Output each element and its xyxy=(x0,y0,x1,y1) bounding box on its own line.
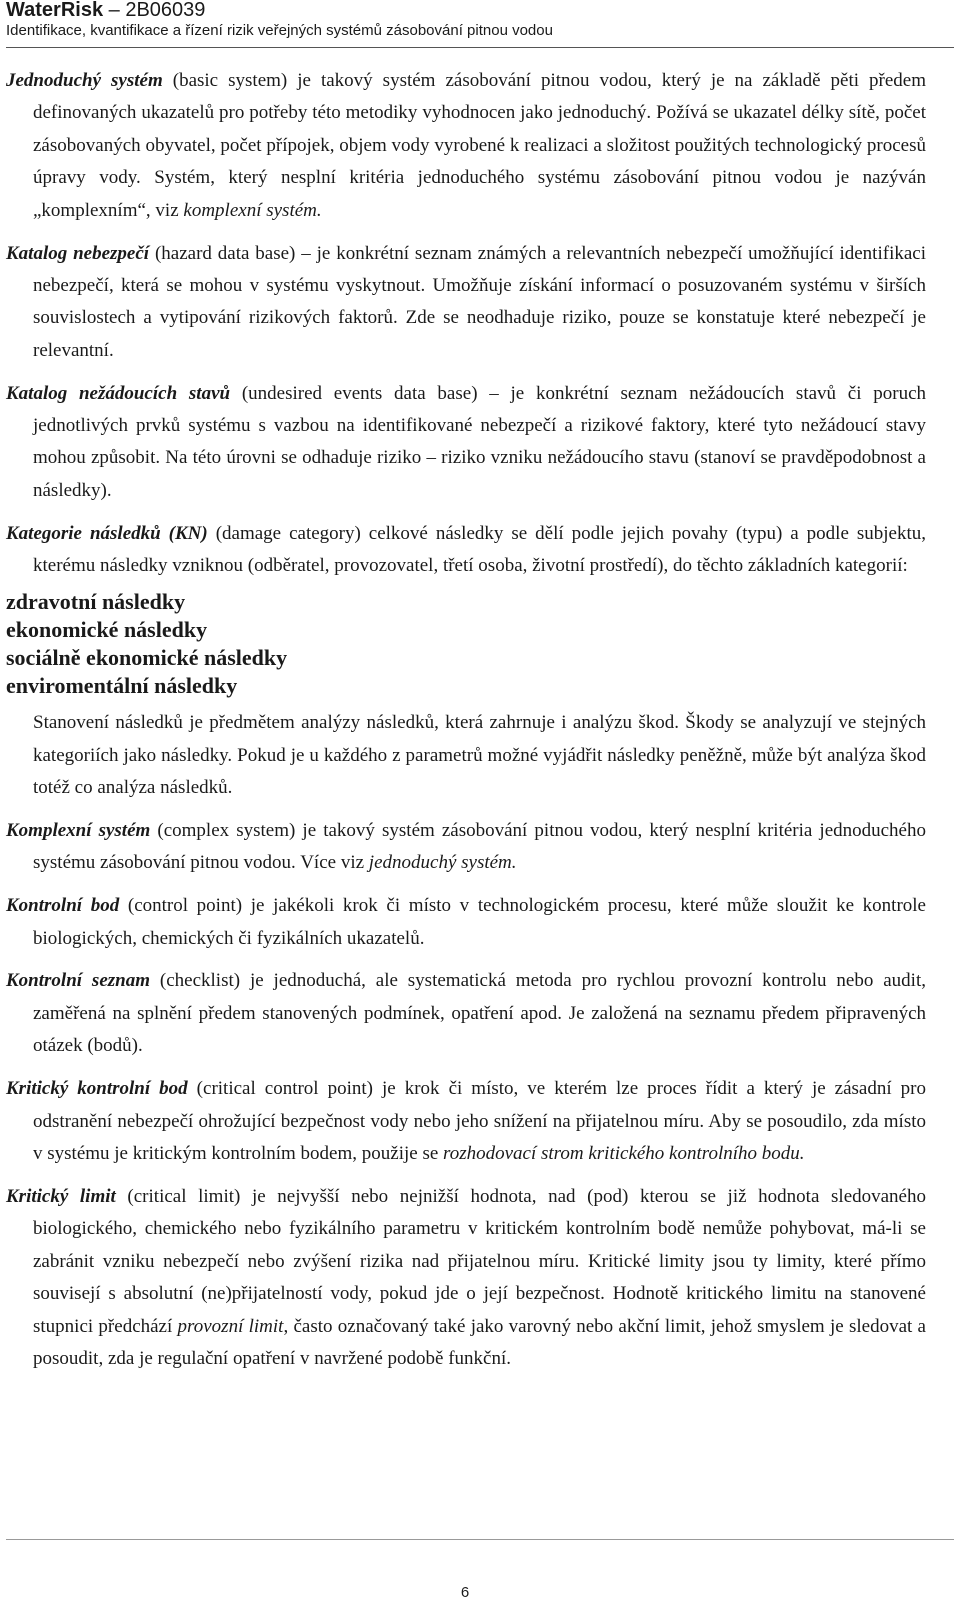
entry-kontrolni-seznam xyxy=(6,965,926,1062)
category-item: ekonomické následky xyxy=(6,617,208,643)
footer-divider xyxy=(6,1539,954,1540)
entry-katalog-nezadoucich-stavu xyxy=(6,378,926,508)
cross-reference: provozní limit xyxy=(177,1315,284,1337)
entry-jednoduchy-system xyxy=(6,65,926,227)
entry-katalog-nebezpeci xyxy=(6,238,926,368)
project-code: – 2B06039 xyxy=(103,0,206,21)
term: Kritický limit xyxy=(6,1185,116,1207)
document-subtitle: Identifikace, kvantifikace a řízení rizik veřejných systémů zásobování pitnou vodou xyxy=(6,22,553,39)
term: Kontrolní seznam xyxy=(6,970,150,992)
entry-kontrolni-bod xyxy=(6,890,926,955)
page-number: 6 xyxy=(460,1584,470,1601)
header-divider xyxy=(6,47,954,48)
consequence-analysis-note: Stanovení následků je předmětem analýzy následků, která zahrnuje i analýzu škod. Škody se analyzují ve stejných kategoriích jako následky. Pokud je u každého z parametrů možné vyjádřit následky peněžně, může být analýza škod totéž co analýza následků. xyxy=(33,712,926,798)
cross-reference: rozhodovací strom kritického kontrolního bodu. xyxy=(443,1142,805,1164)
entry-kriticky-limit xyxy=(6,1181,926,1375)
consequence-categories-list xyxy=(6,588,926,700)
cross-reference: jednoduchý systém. xyxy=(368,852,517,874)
page-header xyxy=(6,0,954,40)
document-title xyxy=(6,0,954,22)
definition: (damage category) celkové následky se dělí podle jejich povahy (typu) a podle subjektu, kterému následky vzniknou (odběratel, provozovatel, třetí osoba, životní prostředí), do těchto základních kategorií: xyxy=(33,522,927,577)
term: Jednoduchý systém xyxy=(6,70,163,91)
definition: (critical limit) je nejvyšší nebo nejnižší hodnota, nad (pod) kterou se již hodnota sledovaného biologického, chemického nebo fyzikálního parametru v kritickém kontrolním bodě nemůže pohybovat, má-li se zabránit vzniku nebezpečí nebo zvýšení rizika nad přijatelnou míru. Kritické limity jsou ty limity, které přímo souvisejí s absolutní (ne)přijatelností vody, pokud jde o její bezpečnost. Hodnotě kritického limitu na stanovené stupnici předchází xyxy=(33,1185,926,1337)
definition: (undesired events data base) – je konkrétní seznam nežádoucích stavů či poruch jednotlivých prvků systému s vazbou na identifikované nebezpečí a rizikové faktory, které tyto nežádoucí stavy mohou způsobit. Na této úrovni se odhaduje riziko – riziko vzniku nežádoucího stavu (stanoví se pravděpodobnost a následky). xyxy=(33,382,927,501)
definition: (control point) je jakékoli krok či místo v technologickém procesu, které může sloužit ke kontrole biologických, chemických či fyzikálních ukazatelů. xyxy=(33,895,926,949)
term: Kontrolní bod xyxy=(6,895,120,917)
definition: (checklist) je jednoduchá, ale systematická metoda pro rychlou provozní kontrolu nebo audit, zaměřená na splnění předem stanovených podmínek, opatření apod. Je založená na seznamu předem připravených otázek (bodů). xyxy=(33,970,926,1057)
definition-continued: , často označovaný také jako varovný nebo akční limit, jehož smyslem je sledovat a posoudit, zda je regulační opatření v navržené podobě funkční. xyxy=(33,1315,926,1369)
definition: (hazard data base) – je konkrétní seznam známých a relevantních nebezpečí umožňující identifikaci nebezpečí, která se mohou v systému vyskytnout. Umožňuje získání informací o posuzovaném systému v širších souvislostech a vytipování rizikových faktorů. Zde se neodhaduje riziko, pouze se konstatuje které nebezpečí je relevantní. xyxy=(33,242,926,361)
definition: (complex system) je takový systém zásobování pitnou vodou, který nesplní kritéria jednoduchého systému zásobování pitnou vodou. Více viz xyxy=(33,819,926,874)
category-item: zdravotní následky xyxy=(6,589,186,615)
term: Kritický kontrolní bod xyxy=(6,1078,188,1100)
entry-kategorie-nasledku xyxy=(6,518,926,583)
term: Katalog nebezpečí xyxy=(6,242,150,264)
category-item: enviromentální následky xyxy=(6,673,238,699)
term: Komplexní systém xyxy=(6,819,151,841)
definition: (basic system) je takový systém zásobování pitnou vodou, který je na základě pěti předem definovaných ukazatelů pro potřeby této metodiky vyhodnocen jako jednoduchý. Požívá se ukazatel délky sítě, počet zásobovaných obyvatel, počet přípojek, objem vody vyrobené k realizaci a složitost použitých technologický procesů úpravy vody. Systém, který nesplní kritéria jednoduchého systému zásobování pitnou vodou je nazýván „komplexním“, viz xyxy=(33,70,926,221)
cross-reference: komplexní systém. xyxy=(183,199,322,221)
definition: (critical control point) je krok či místo, ve kterém lze proces řídit a který je zásadní pro odstranění nebezpečí ohrožující bezpečnost vody nebo jeho snížení na přijatelnou míru. Aby se posoudilo, zda místo v systému je kritickým kontrolním bodem, použije se xyxy=(33,1078,926,1164)
category-item: sociálně ekonomické následky xyxy=(6,645,288,671)
entry-komplexni-system xyxy=(6,815,926,880)
project-name: WaterRisk xyxy=(6,0,104,21)
term: Katalog nežádoucích stavů xyxy=(6,382,231,404)
term: Kategorie následků (KN) xyxy=(6,522,208,544)
entry-kriticky-kontrolni-bod xyxy=(6,1073,926,1170)
glossary-content xyxy=(6,65,926,1386)
